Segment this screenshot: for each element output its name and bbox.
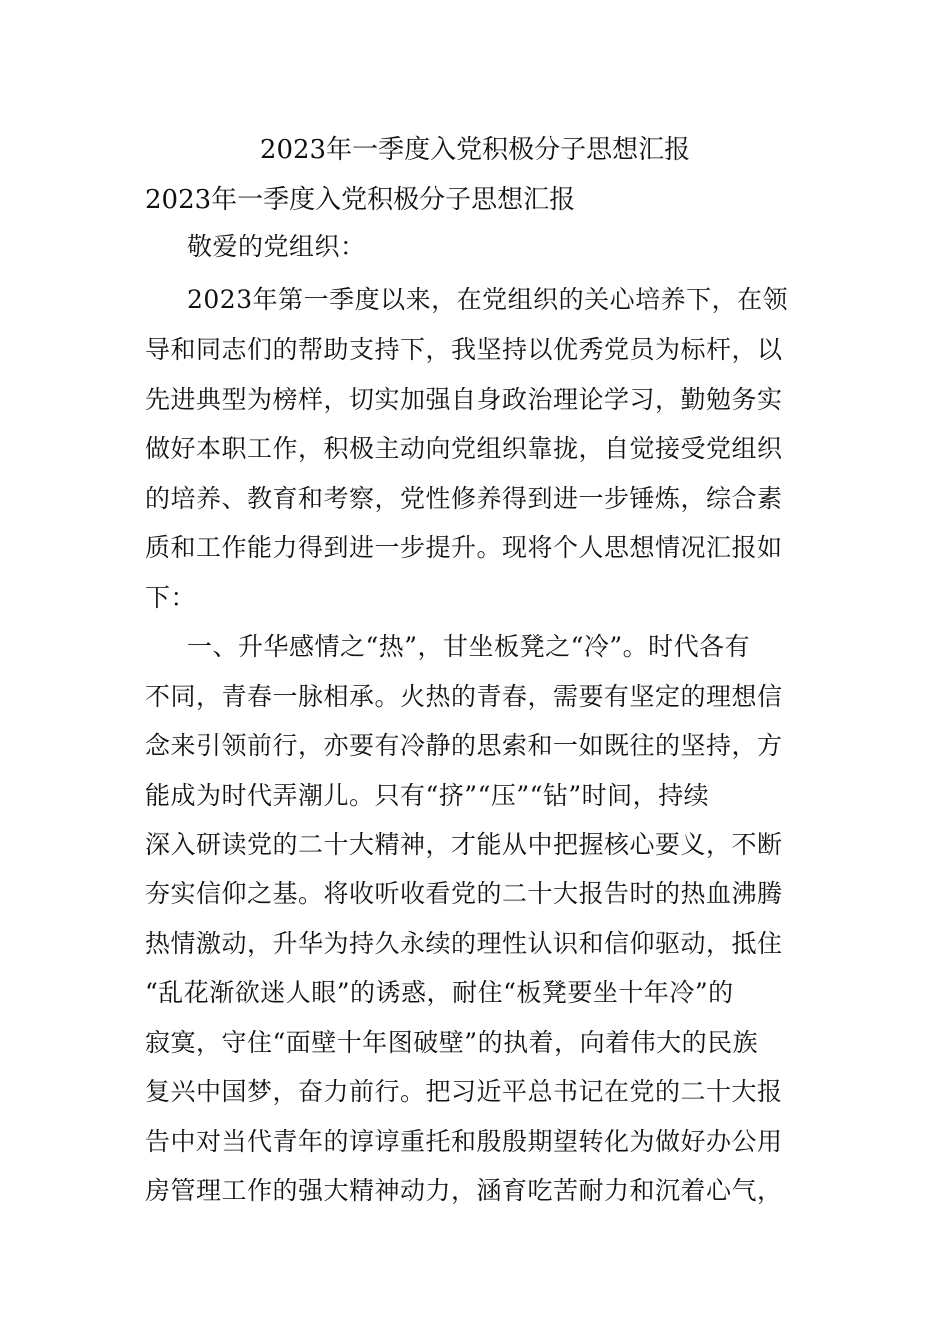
body-line: 质和工作能力得到进一步提升。现将个人思想情况汇报如 (145, 533, 783, 562)
body-line: 复兴中国梦，奋力前行。把习近平总书记在党的二十大报 (145, 1077, 783, 1106)
body-line: 念来引领前行，亦要有冷静的思索和一如既往的坚持，方 (145, 731, 783, 760)
body-line: 导和同志们的帮助支持下，我坚持以优秀党员为标杆，以 (145, 335, 783, 364)
body-line: 2023年第一季度以来，在党组织的关心培养下，在领 (187, 285, 789, 314)
body-line: 热情激动，升华为持久永续的理性认识和信仰驱动，抵住 (145, 929, 783, 958)
salutation: 敬爱的党组织： (187, 232, 366, 261)
body-line: 先进典型为榜样，切实加强自身政治理论学习，勤勉务实 (145, 385, 783, 414)
body-line: 告中对当代青年的谆谆重托和殷殷期望转化为做好办公用 (145, 1127, 783, 1156)
document-title: 2023年一季度入党积极分子思想汇报 (259, 135, 691, 165)
body-line: 能成为时代弄潮儿。只有“挤”“压”“钻”时间，持续 (145, 781, 710, 810)
document-subtitle: 2023年一季度入党积极分子思想汇报 (145, 185, 576, 215)
body-line: 下： (145, 583, 197, 612)
body-line: 做好本职工作，积极主动向党组织靠拢，自觉接受党组织 (145, 434, 783, 463)
body-line: 寂寞，守住“面壁十年图破壁”的执着，向着伟大的民族 (145, 1028, 759, 1057)
body-line: 房管理工作的强大精神动力，涵育吃苦耐力和沉着心气， (145, 1176, 783, 1205)
body-line: 不同，青春一脉相承。火热的青春，需要有坚定的理想信 (145, 682, 783, 711)
body-line: 的培养、教育和考察，党性修养得到进一步锤炼，综合素 (145, 484, 783, 513)
body-line: 深入研读党的二十大精神，才能从中把握核心要义，不断 (145, 830, 783, 859)
body-line: 一、升华感情之“热”，甘坐板凳之“冷”。时代各有 (187, 632, 751, 661)
body-line: 夯实信仰之基。将收听收看党的二十大报告时的热血沸腾 (145, 879, 783, 908)
body-line: “乱花渐欲迷人眼”的诱惑，耐住“板凳要坐十年冷”的 (145, 978, 734, 1007)
